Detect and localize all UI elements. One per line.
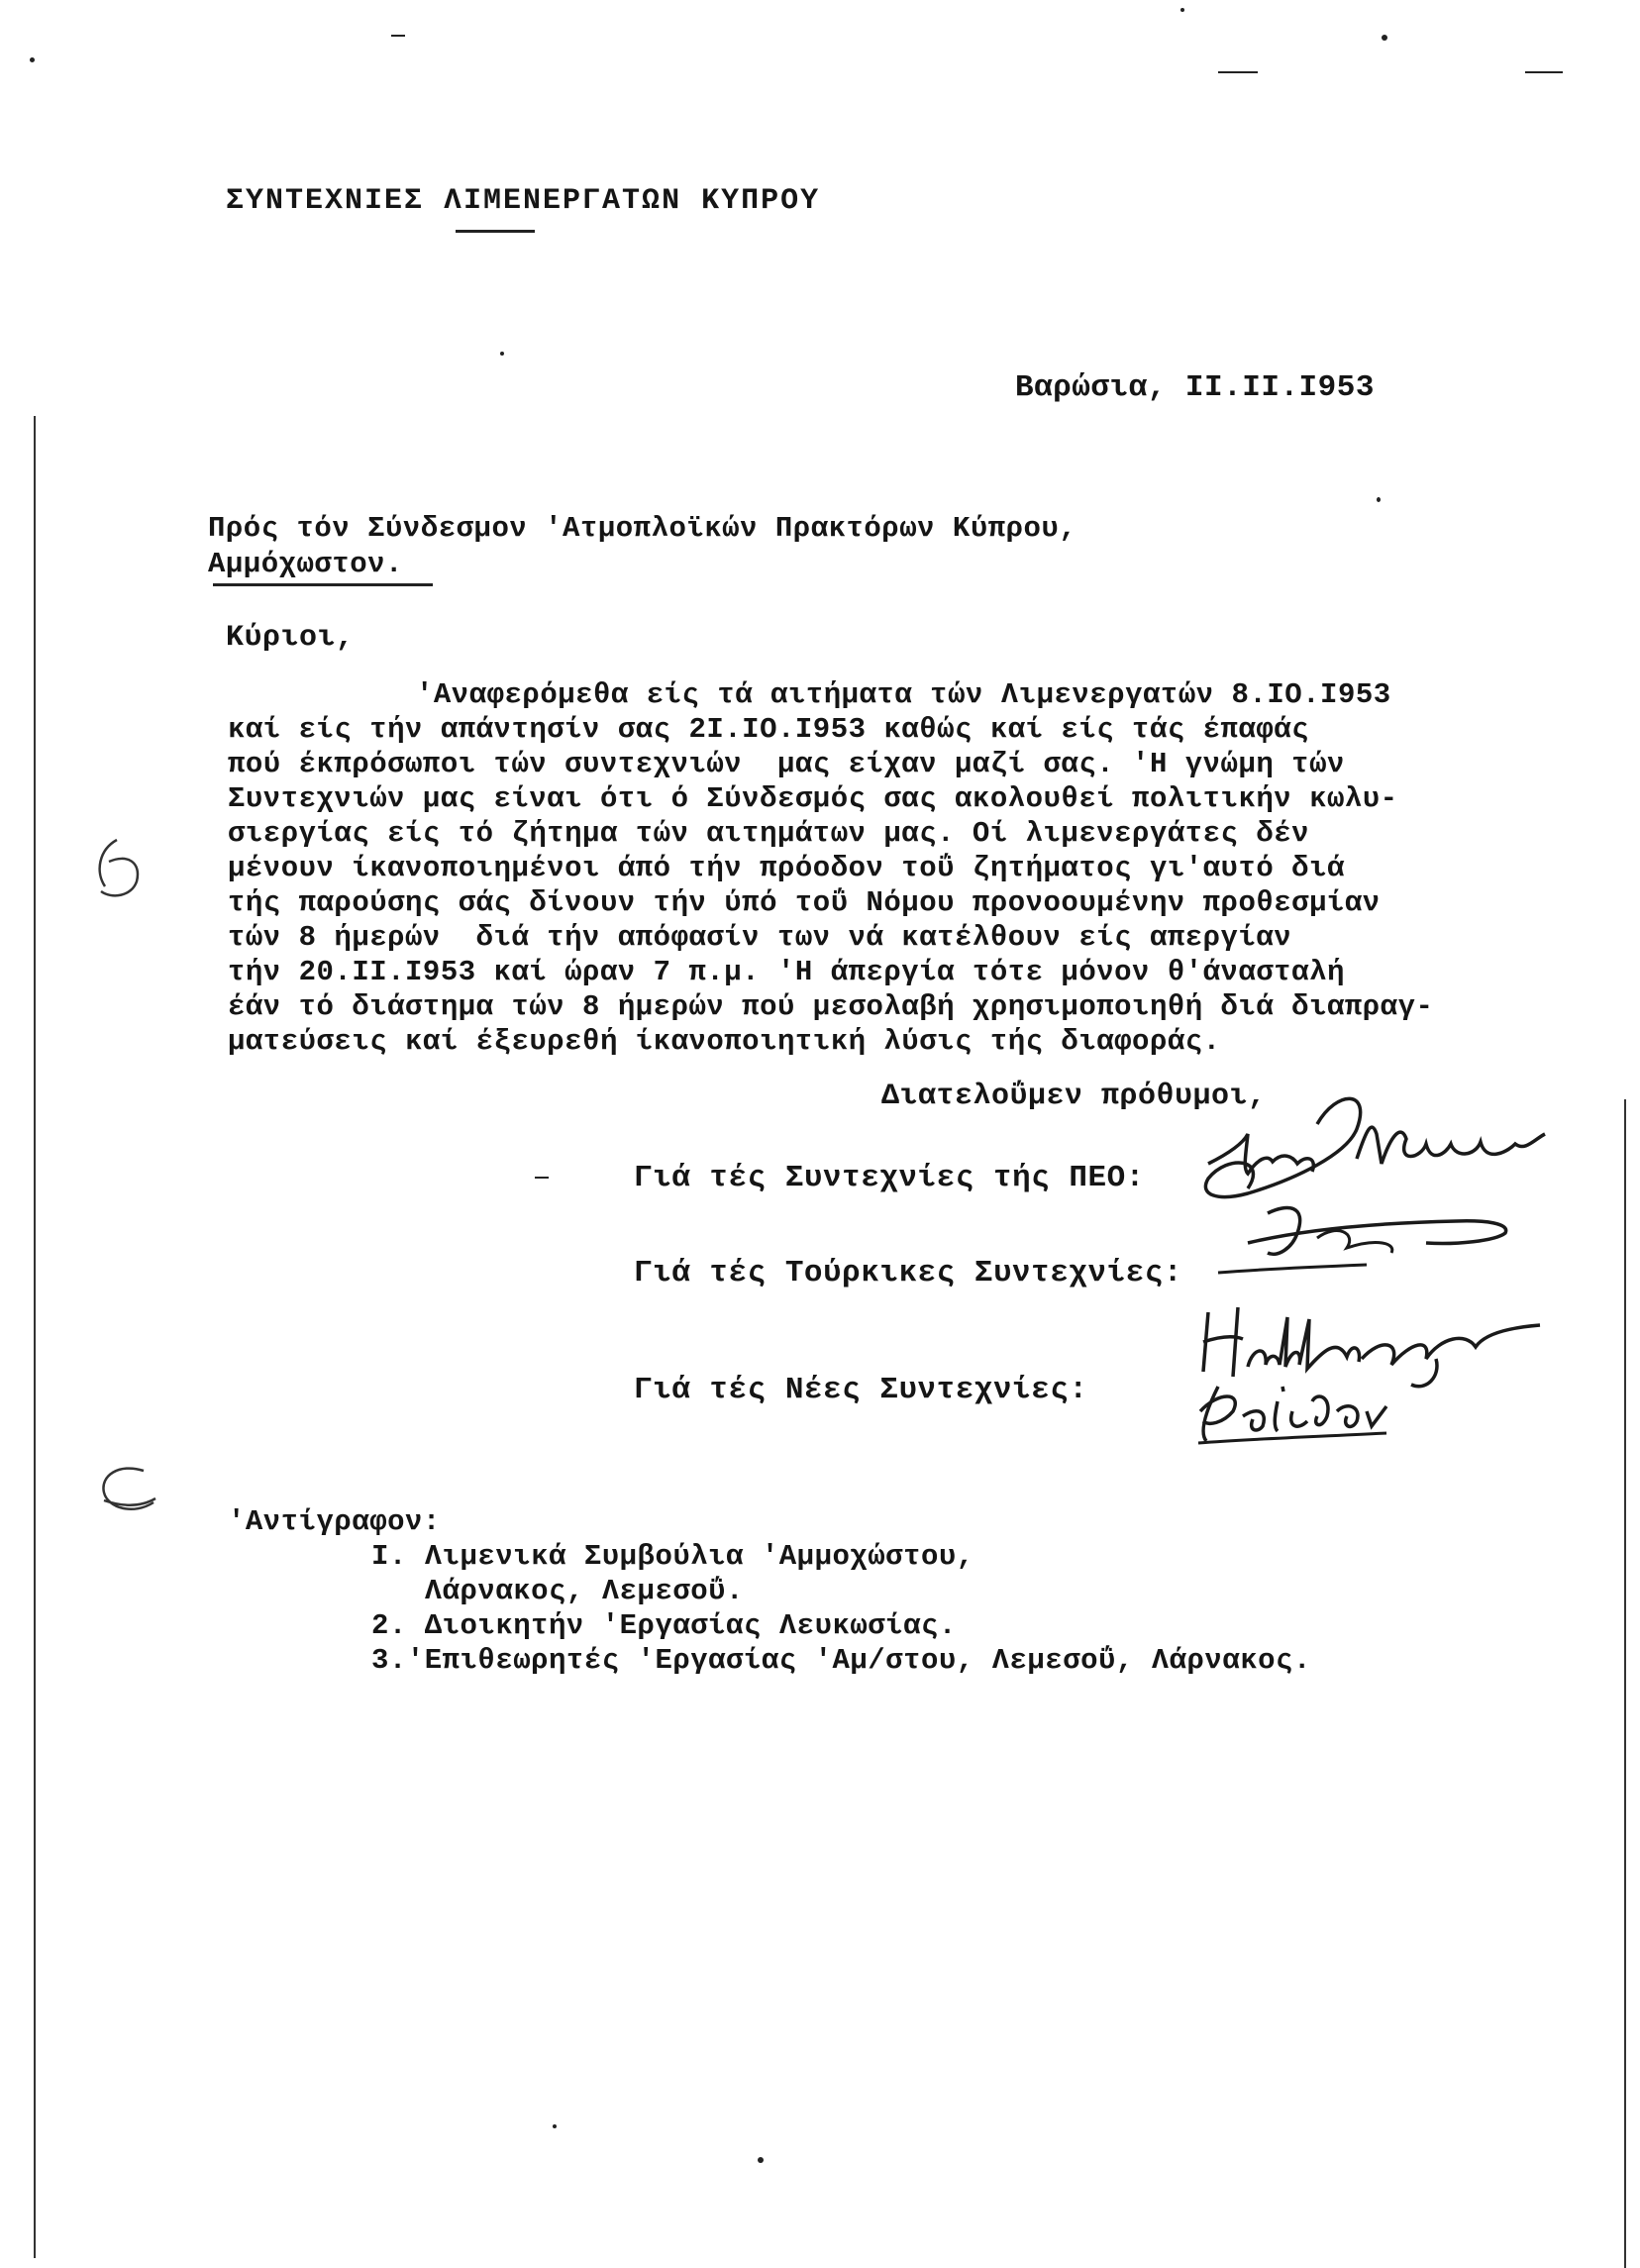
- body-line: Συντεχνιών μας είναι ότι ό Σύνδεσμός σας ακολουθεί πολιτικήν κωλυ-: [228, 782, 1398, 815]
- body-line: σιεργίας είς τό ζήτημα τών αιτημάτων μας. Οί λιμενεργάτες δέν: [228, 817, 1310, 850]
- organization-heading: ΣΥΝΤΕΧΝΙΕΣ ΛΙΜΕΝΕΡΓΑΤΩΝ ΚΥΠΡΟΥ: [226, 184, 821, 218]
- signatory-label-new: Γιά τές Νέες Συντεχνίες:: [634, 1373, 1088, 1407]
- scan-speck: [1382, 35, 1387, 41]
- body-line: μένουν ίκανοποιημένοι άπό τήν πρόοδον τοΰ ζητήματος γι'αυτό διά: [228, 852, 1345, 884]
- scan-speck: [553, 2124, 557, 2128]
- scan-margin-line: [1624, 1099, 1626, 2268]
- handwritten-signature: [1208, 1193, 1545, 1302]
- scan-margin-line: [34, 416, 36, 2258]
- punch-hole-mark: [87, 832, 156, 911]
- scan-dash: [391, 35, 405, 37]
- scan-speck: [500, 352, 504, 356]
- recipient-underline: [213, 583, 433, 586]
- body-line: πού έκπρόσωποι τών συντεχνιών μας είχαν μαζί σας. 'Η γνώμη τών: [228, 748, 1345, 780]
- date-line: Βαρώσια, ΙΙ.ΙΙ.Ι953: [1015, 370, 1375, 405]
- body-line: τήν 20.ΙΙ.Ι953 καί ώραν 7 π.μ. 'Η άπεργία τότε μόνον θ'άνασταλή: [228, 956, 1345, 988]
- copies-line: Ι. Λιμενικά Συμβούλια 'Αμμοχώστου,: [371, 1540, 974, 1573]
- heading-underline: [456, 230, 535, 233]
- body-line: τών 8 ήμερών διά τήν απόφασίν των νά κατέλθουν είς απεργίαν: [228, 921, 1292, 954]
- scan-speck: [758, 2157, 764, 2163]
- recipient-line-1: Πρός τόν Σύνδεσμον 'Ατμοπλοϊκών Πρακτόρων Κύπρου,: [208, 512, 1077, 545]
- scan-dash: [535, 1177, 549, 1179]
- punch-hole-mark: [94, 1461, 163, 1520]
- body-line: 'Αναφερόμεθα είς τά αιτήματα τών Λιμενεργατών 8.ΙΟ.Ι953: [416, 678, 1391, 711]
- copies-line: Λάρνακος, Λεμεσοΰ.: [371, 1575, 744, 1607]
- signatory-label-turkish: Γιά τές Τούρκικες Συντεχνίες:: [634, 1256, 1182, 1290]
- body-line: έάν τό διάστημα τών 8 ήμερών πού μεσολαβή χρησιμοποιηθή διά διαπραγ-: [228, 990, 1434, 1023]
- scan-speck: [30, 57, 35, 62]
- body-line: καί είς τήν απάντησίν σας 2Ι.ΙΟ.Ι953 καθώς καί είς τάς έπαφάς: [228, 713, 1310, 746]
- salutation: Κύριοι,: [226, 621, 355, 655]
- copies-line: 3.'Επιθεωρητές 'Εργασίας 'Αμ/στου, Λεμεσοΰ, Λάρνακος.: [371, 1644, 1311, 1677]
- recipient-line-2: Αμμόχωστον.: [208, 548, 403, 580]
- body-line: ματεύσεις καί έξευρεθή ίκανοποιητική λύσις τής διαφοράς.: [228, 1025, 1221, 1058]
- signatory-label-peo: Γιά τές Συντεχνίες τής ΠΕΟ:: [634, 1161, 1145, 1195]
- copies-title: 'Αντίγραφον:: [228, 1505, 441, 1538]
- body-line: τής παρούσης σάς δίνουν τήν ύπό τοΰ Νόμου προνοουμένην προθεσμίαν: [228, 886, 1381, 919]
- closing: Διατελοΰμεν πρόθυμοι,: [881, 1080, 1267, 1113]
- scan-dash: [1218, 71, 1258, 73]
- copies-line: 2. Διοικητήν 'Εργασίας Λευκωσίας.: [371, 1609, 957, 1642]
- scan-dash: [1525, 71, 1563, 73]
- handwritten-signature: [1188, 1372, 1416, 1451]
- scan-speck: [1180, 8, 1184, 12]
- scan-speck: [1377, 497, 1381, 502]
